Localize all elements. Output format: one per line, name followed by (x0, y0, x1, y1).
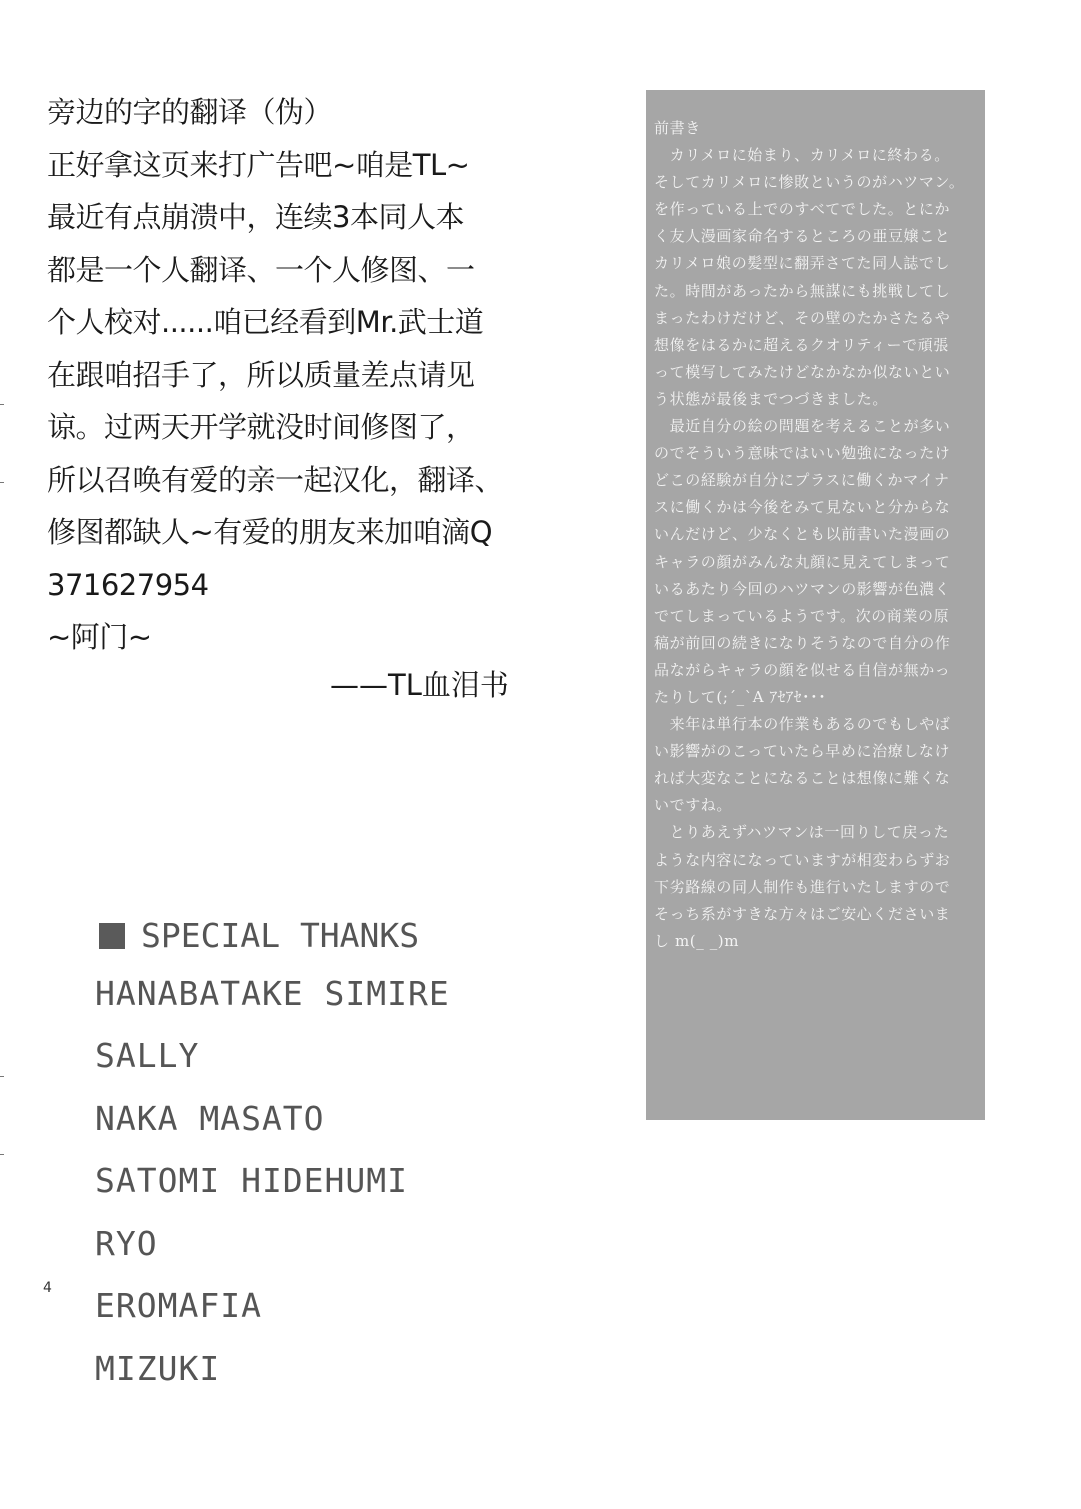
preface-line: スに働くかは今後をみて見ないと分からな (654, 498, 951, 517)
thanks-name: RYO (95, 1223, 158, 1263)
preface-line: 最近自分の絵の問題を考えることが多い (654, 417, 951, 436)
note-line: 最近有点崩溃中，连续3本同人本 (47, 200, 464, 234)
thanks-name: SALLY (95, 1036, 200, 1075)
preface-line: い影響がのこっていたら早めに治療しなけ (654, 742, 951, 761)
preface-line: って模写してみたけどなかなか似ないとい (654, 362, 951, 381)
preface-line: いるあたり今回のハツマンの影響が色濃く (654, 579, 951, 598)
preface-line: を作っている上でのすべてでした。とにか (654, 200, 951, 219)
note-line: 个人校对......咱已经看到Mr.武士道 (47, 305, 484, 339)
preface-line: キャラの顔がみんな丸顔に見えてしまって (654, 552, 951, 571)
preface-line: れば大変なことになることは想像に難くな (654, 769, 951, 788)
preface-line: 下劣路線の同人制作も進行いたしますので (654, 877, 951, 896)
preface-line: カリメロに始まり、カリメロに終わる。 (654, 146, 950, 165)
special-thanks-label: SPECIAL THANKS (141, 916, 420, 956)
page-number: 4 (43, 1280, 52, 1296)
note-line: ~阿门~ (47, 620, 152, 654)
preface-line: し m(_ _)m (654, 931, 740, 950)
preface-line: そっち系がすきな方々はご安心くださいま (654, 904, 951, 923)
preface-line: カリメロ娘の髪型に翻弄さてた同人誌でし (654, 254, 951, 273)
scan-edge-mark (0, 482, 4, 483)
note-line: 都是一个人翻译、一个人修图、一 (47, 252, 475, 287)
preface-line: う状態が最後までつづきました。 (654, 389, 889, 408)
preface-line: 品ながらキャラの顔を似せる自信が無かっ (654, 660, 951, 679)
preface-line: でてしまっているようです。次の商業の原 (654, 606, 950, 625)
square-bullet-icon (99, 923, 125, 949)
note-line: 旁边的字的翻译（伪） (47, 95, 333, 129)
preface-line: ような内容になっていますが相変わらずお (654, 850, 951, 869)
scan-edge-mark (0, 1154, 4, 1155)
japanese-preface-box (646, 90, 985, 1120)
thanks-name: SATOMI HIDEHUMI (95, 1161, 409, 1200)
note-line: 所以召唤有爱的亲一起汉化，翻译、 (47, 462, 504, 497)
thanks-name: EROMAFIA (95, 1286, 262, 1325)
preface-line: のでそういう意味ではいい勉強になったけ (654, 444, 951, 463)
preface-line: 来年は単行本の作業もあるのでもしやば (654, 715, 951, 734)
special-thanks (95, 905, 450, 1405)
preface-line: 前書き (654, 119, 701, 137)
note-line: 371627954 (47, 567, 209, 602)
thanks-name: MIZUKI (95, 1348, 221, 1388)
preface-line: まったわけだけど、その壁のたかさたるや (654, 308, 951, 327)
preface-line: 想像をはるかに超えるクオリティーで頑張 (654, 335, 949, 354)
preface-line: た。時間があったから無謀にも挑戦してし (654, 281, 951, 300)
preface-line: そしてカリメロに惨敗というのがハツマン。 (654, 173, 965, 192)
special-thanks-title (95, 905, 450, 968)
preface-line: とりあえずハツマンは一回りして戻った (654, 823, 950, 842)
preface-line: どこの経験が自分にプラスに働くかマイナ (654, 471, 950, 490)
note-line: 在跟咱招手了，所以质量差点请见 (47, 357, 475, 392)
preface-line: たりして(;´_`A ｱｾｱｾ･･･ (654, 687, 827, 706)
note-line: 正好拿这页来打广告吧~咱是TL~ (47, 147, 470, 182)
thanks-name: HANABATAKE SIMIRE (95, 973, 450, 1013)
thanks-name: NAKA MASATO (95, 1098, 325, 1138)
preface-line: いですね。 (654, 796, 733, 815)
translator-signature: ——TL血泪书 (330, 668, 509, 702)
translator-note (47, 86, 527, 664)
japanese-preface-text (654, 115, 979, 955)
note-line: 谅。过两天开学就没时间修图了， (47, 410, 475, 444)
note-line: 修图都缺人~有爱的朋友来加咱滴Q (47, 515, 493, 549)
preface-line: いんだけど、少なくとも以前書いた漫画の (654, 525, 951, 544)
preface-line: く友人漫画家命名するところの亜豆嬢こと (654, 227, 951, 246)
scan-edge-mark (0, 1076, 4, 1077)
preface-line: 稿が前回の続きになりそうなので自分の作 (654, 633, 951, 652)
scan-edge-mark (0, 404, 4, 405)
